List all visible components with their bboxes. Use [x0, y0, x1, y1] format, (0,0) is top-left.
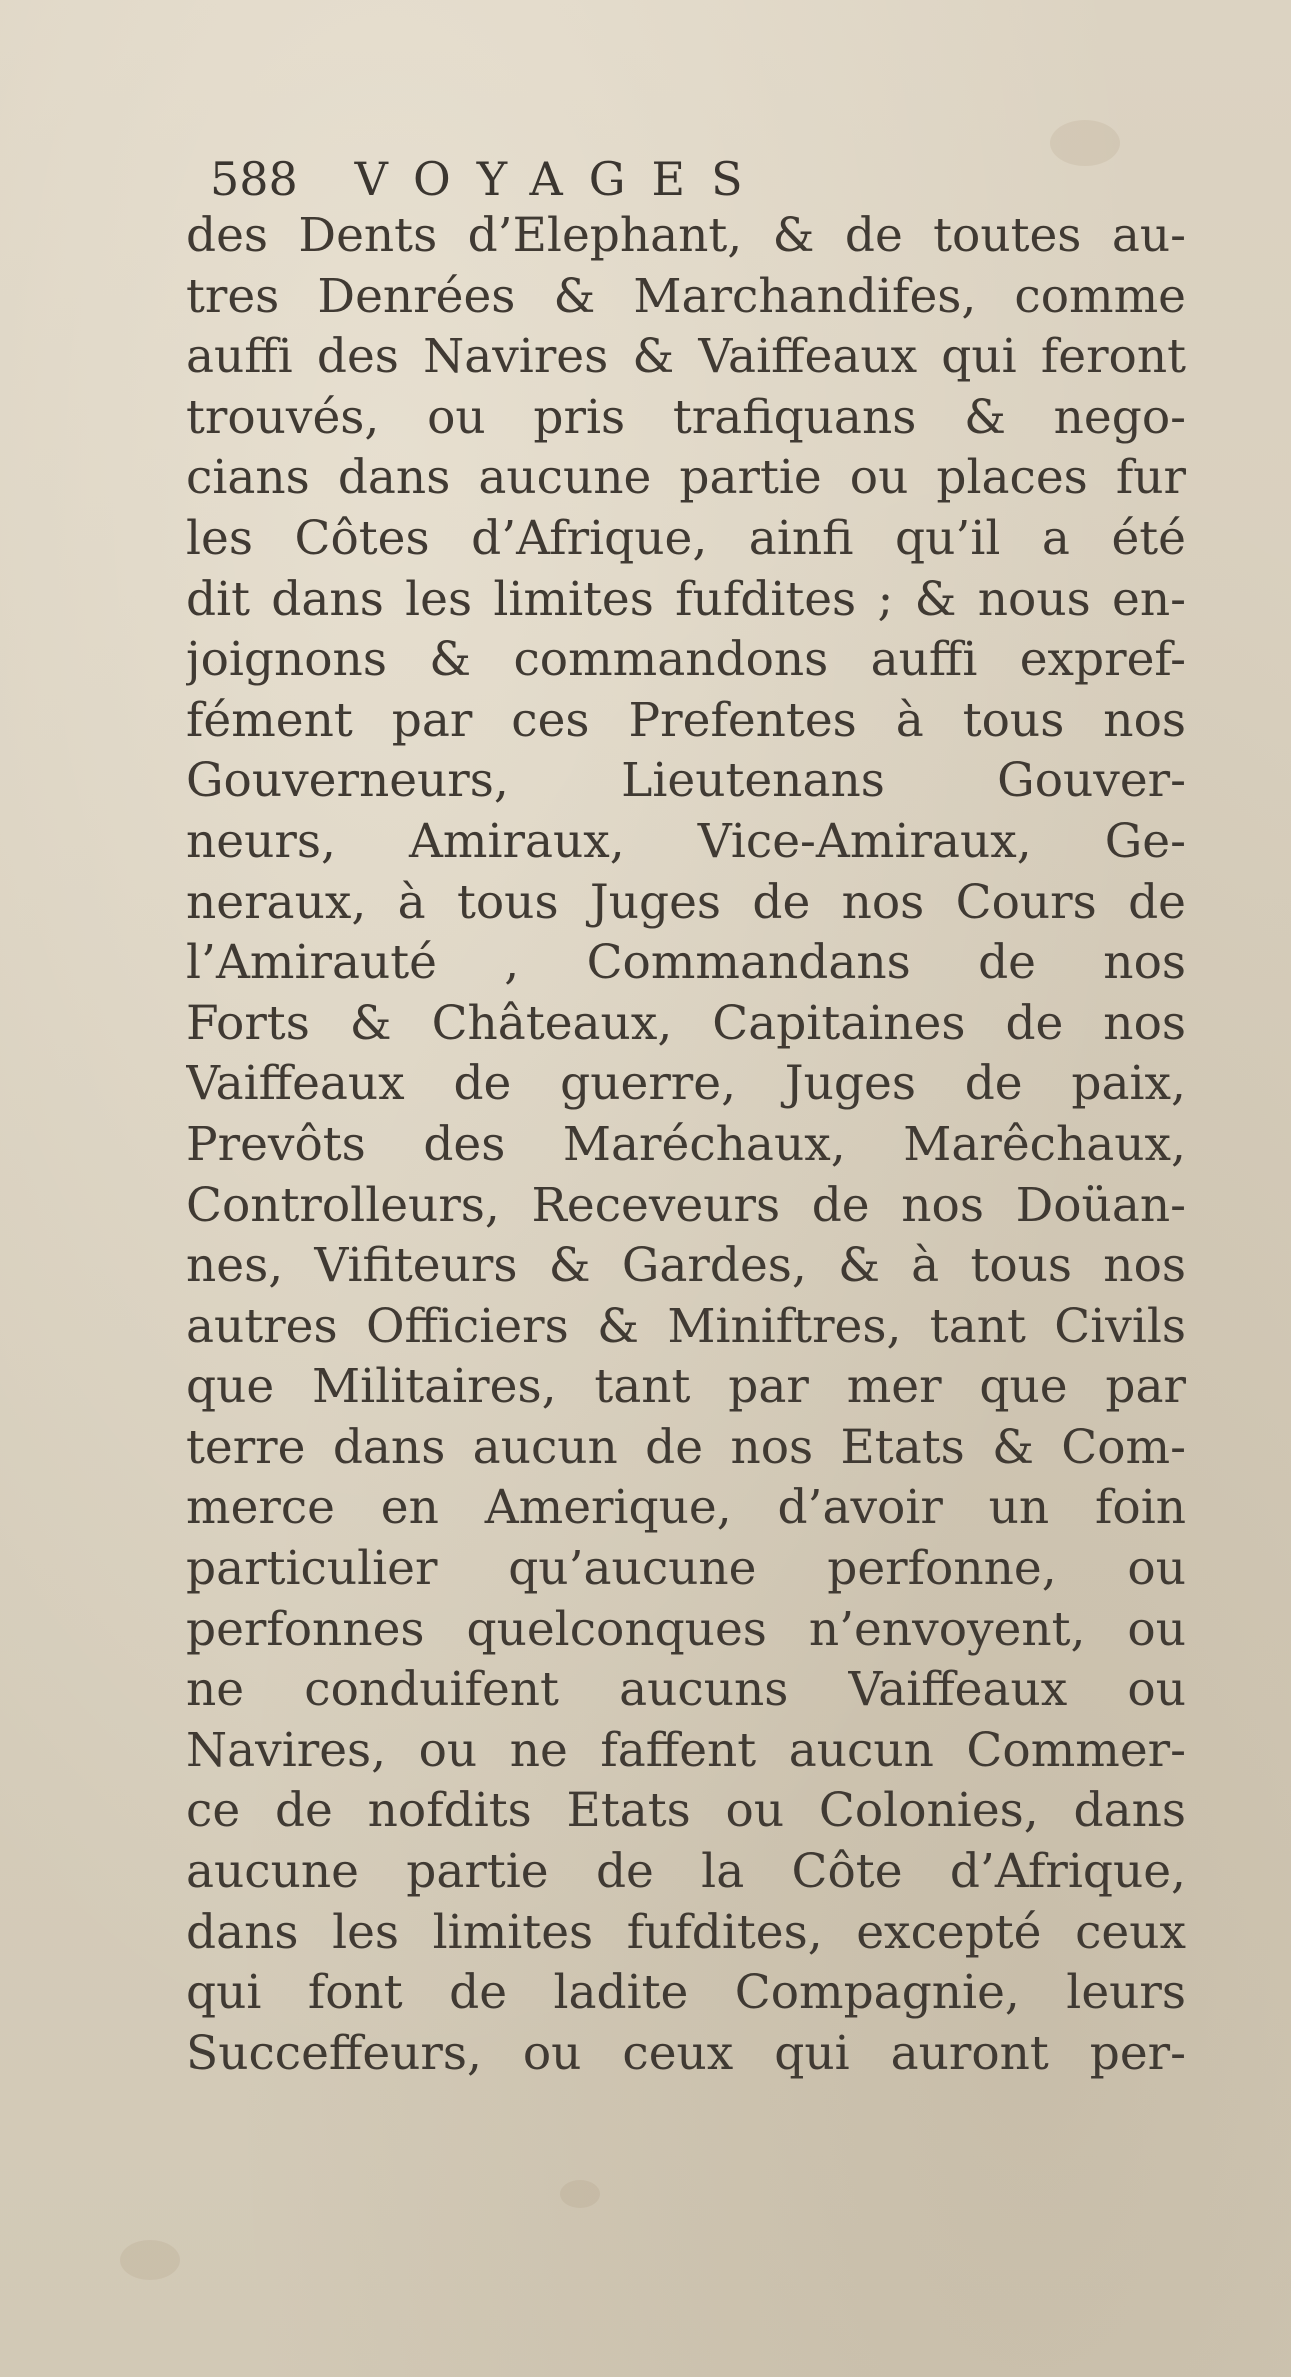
text-line: perfonnes quelconques n’envoyent, ou: [186, 1601, 1186, 1657]
text-line: autres Officiers & Miniftres, tant Civils: [186, 1298, 1186, 1354]
text-line: Controlleurs, Receveurs de nos Doüan-: [186, 1177, 1186, 1233]
paper-stain: [120, 2240, 180, 2280]
text-line: dans les limites fufdites, excepté ceux: [186, 1904, 1186, 1960]
text-line: neraux, à tous Juges de nos Cours de: [186, 874, 1186, 930]
text-line: terre dans aucun de nos Etats & Com-: [186, 1419, 1186, 1475]
text-line: qui font de ladite Compagnie, leurs: [186, 1965, 1186, 2021]
text-line: les Côtes d’Afrique, ainfi qu’il a été: [186, 510, 1186, 566]
text-line: tres Denrées & Marchandifes, comme: [186, 268, 1186, 324]
text-line: des Dents d’Elephant, & de toutes au-: [186, 208, 1186, 263]
text-line: ne conduifent aucuns Vaiffeaux ou: [186, 1662, 1186, 1718]
text-line: merce en Amerique, d’avoir un foin: [186, 1480, 1186, 1536]
text-line: dit dans les limites fufdites ; & nous en-: [186, 571, 1186, 627]
page-header: [210, 148, 1110, 210]
text-line: trouvés, ou pris trafiquans & nego-: [186, 389, 1186, 445]
text-line: que Militaires, tant par mer que par: [186, 1359, 1186, 1415]
text-line: neurs, Amiraux, Vice-Amiraux, Ge-: [186, 813, 1186, 869]
text-line: l’Amirauté , Commandans de nos: [186, 935, 1186, 991]
text-line: Forts & Châteaux, Capitaines de nos: [186, 995, 1186, 1051]
page-number: 588: [210, 152, 298, 206]
body-text: [186, 206, 1186, 2084]
text-line: aucune partie de la Côte d’Afrique,: [186, 1844, 1186, 1900]
text-line: joignons & commandons auffi expref-: [186, 632, 1186, 688]
text-line: Gouverneurs, Lieutenans Gouver-: [186, 753, 1186, 809]
text-line: nes, Vifiteurs & Gardes, & à tous nos: [186, 1238, 1186, 1294]
text-line: Vaiffeaux de guerre, Juges de paix,: [186, 1056, 1186, 1112]
text-line: cians dans aucune partie ou places fur: [186, 450, 1186, 506]
text-line: ce de nofdits Etats ou Colonies, dans: [186, 1783, 1186, 1839]
text-line: particulier qu’aucune perfonne, ou: [186, 1541, 1186, 1597]
paper-stain: [560, 2180, 600, 2208]
text-line: Prevôts des Maréchaux, Marêchaux,: [186, 1116, 1186, 1172]
text-line: Succeffeurs, ou ceux qui auront per-: [186, 2025, 1186, 2081]
text-line: Navires, ou ne faffent aucun Commer-: [186, 1722, 1186, 1778]
running-head: VOYAGES: [354, 152, 769, 206]
text-line: fément par ces Prefentes à tous nos: [186, 692, 1186, 748]
text-line: auffi des Navires & Vaiffeaux qui feront: [186, 329, 1186, 385]
